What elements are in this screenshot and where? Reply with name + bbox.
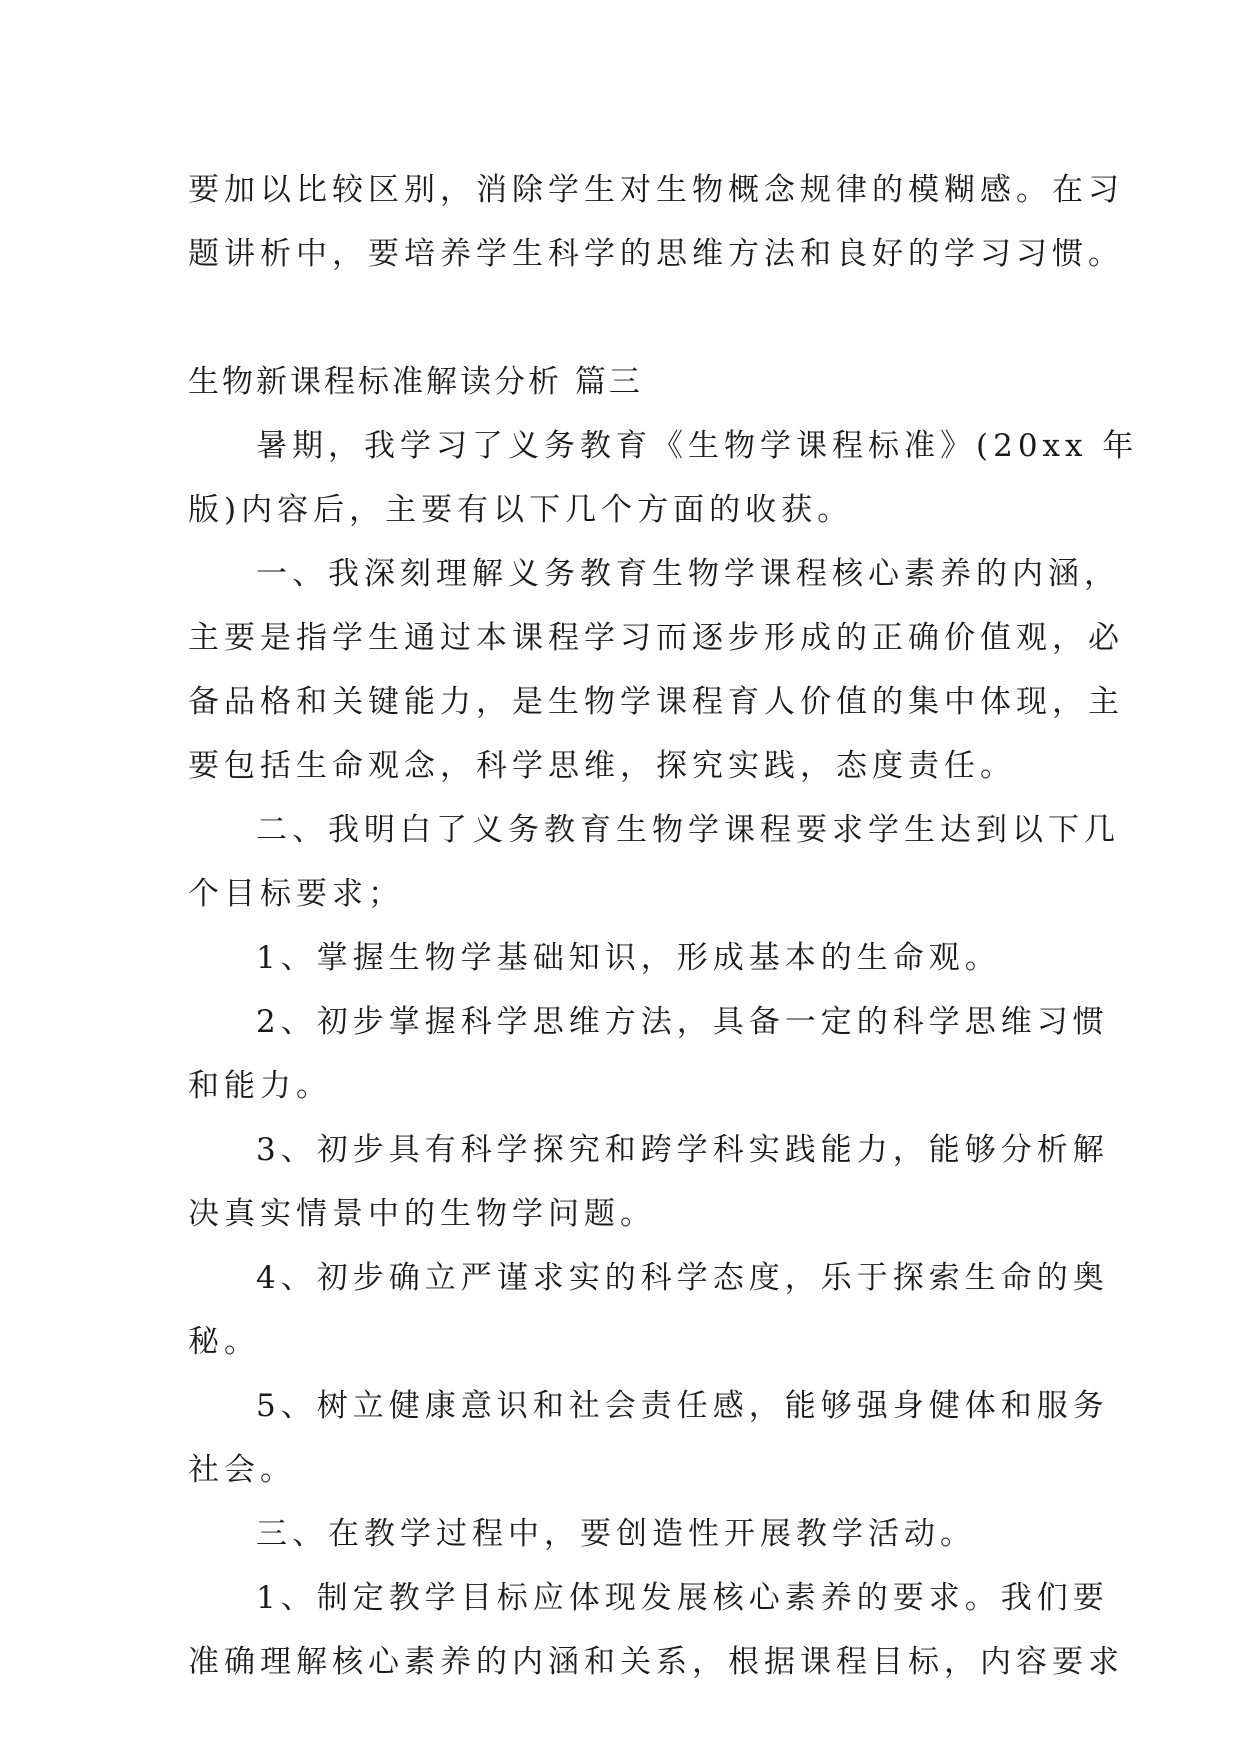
list-item-teaching-goal-1	[188, 1566, 1124, 1694]
list-item-goal-5	[188, 1374, 1109, 1502]
paragraph-line: 秘。	[188, 1324, 260, 1360]
paragraph-goals-intro	[188, 798, 1120, 926]
list-item-goal-3	[188, 1118, 1109, 1246]
paragraph-line: 题讲析中，要培养学生科学的思维方法和良好的学习习惯。	[188, 236, 1124, 272]
list-item-goal-1	[188, 926, 1058, 990]
paragraph-line: 个目标要求；	[188, 876, 404, 912]
paragraph-line: 3、初步具有科学探究和跨学科实践能力，能够分析解	[256, 1132, 1109, 1168]
paragraph-teaching-process	[188, 1502, 1058, 1566]
document-body	[188, 158, 1139, 1694]
paragraph-line: 暑期，我学习了义务教育《生物学课程标准》(20xx 年	[256, 428, 1139, 464]
paragraph-line: 1、制定教学目标应体现发展核心素养的要求。我们要	[256, 1580, 1109, 1616]
paragraph-core-literacy	[188, 542, 1124, 798]
paragraph-line: 主要是指学生通过本课程学习而逐步形成的正确价值观，必	[188, 620, 1124, 656]
section-heading-text: 生物新课程标准解读分析 篇三	[188, 364, 643, 400]
paragraph-line: 一、我深刻理解义务教育生物学课程核心素养的内涵，	[256, 556, 1120, 592]
section-spacer	[188, 286, 1058, 350]
paragraph-line: 社会。	[188, 1452, 296, 1488]
section-heading	[188, 350, 1058, 414]
paragraph-line: 三、在教学过程中，要创造性开展教学活动。	[256, 1516, 976, 1552]
paragraph-line: 要加以比较区别，消除学生对生物概念规律的模糊感。在习	[188, 172, 1124, 208]
paragraph-line: 准确理解核心素养的内涵和关系，根据课程目标，内容要求	[188, 1644, 1124, 1680]
paragraph-line: 和能力。	[188, 1068, 332, 1104]
paragraph-line: 5、树立健康意识和社会责任感，能够强身健体和服务	[256, 1388, 1109, 1424]
paragraph-line: 版)内容后，主要有以下几个方面的收获。	[188, 492, 854, 528]
paragraph-summer-study	[188, 414, 1139, 542]
paragraph-line: 2、初步掌握科学思维方法，具备一定的科学思维习惯	[256, 1004, 1109, 1040]
intro-paragraph	[188, 158, 1124, 286]
paragraph-line: 备品格和关键能力，是生物学课程育人价值的集中体现，主	[188, 684, 1124, 720]
paragraph-line: 要包括生命观念，科学思维，探究实践，态度责任。	[188, 748, 1016, 784]
list-item-goal-4	[188, 1246, 1109, 1374]
paragraph-line: 决真实情景中的生物学问题。	[188, 1196, 656, 1232]
paragraph-line: 1、掌握生物学基础知识，形成基本的生命观。	[256, 940, 1001, 976]
paragraph-line: 4、初步确立严谨求实的科学态度，乐于探索生命的奥	[256, 1260, 1109, 1296]
paragraph-line: 二、我明白了义务教育生物学课程要求学生达到以下几	[256, 812, 1120, 848]
list-item-goal-2	[188, 990, 1109, 1118]
